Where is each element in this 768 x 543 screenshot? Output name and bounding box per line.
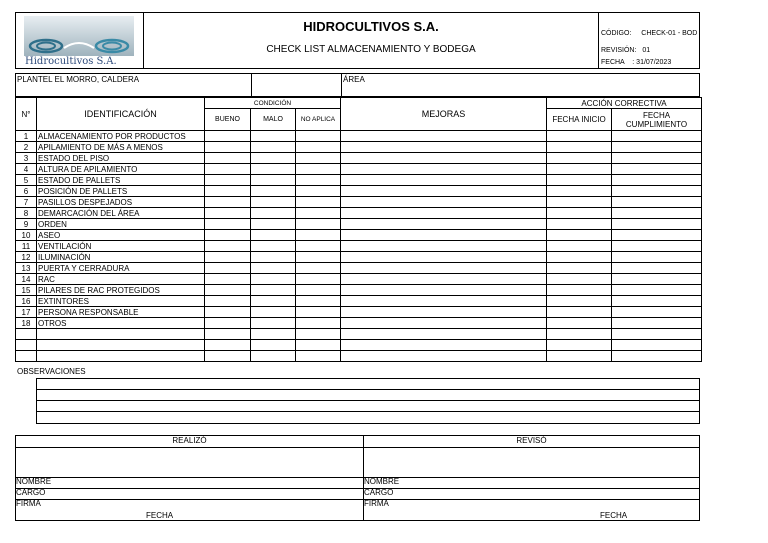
row-fecha-inicio[interactable] (547, 296, 612, 307)
row-fecha-inicio[interactable] (547, 329, 612, 340)
row-malo[interactable] (251, 186, 296, 197)
row-fecha-cumplimiento[interactable] (612, 296, 702, 307)
row-no-aplica[interactable] (296, 274, 341, 285)
row-bueno[interactable] (205, 175, 251, 186)
row-no-aplica[interactable] (296, 208, 341, 219)
row-bueno[interactable] (205, 219, 251, 230)
row-malo[interactable] (251, 296, 296, 307)
realizo-nombre-label: NOMBRE (16, 477, 52, 486)
row-malo[interactable] (251, 274, 296, 285)
row-identificacion: POSICIÓN DE PALLETS (37, 186, 205, 197)
row-number: 9 (16, 219, 37, 230)
row-fecha-cumplimiento[interactable] (612, 197, 702, 208)
row-no-aplica[interactable] (296, 351, 341, 362)
table-row (16, 241, 702, 252)
row-malo[interactable] (251, 351, 296, 362)
row-malo[interactable] (251, 175, 296, 186)
row-identificacion: ALMACENAMIENTO POR PRODUCTOS (37, 131, 205, 142)
row-identificacion: ESTADO DEL PISO (37, 153, 205, 164)
row-number: 2 (16, 142, 37, 153)
table-row (16, 230, 702, 241)
codigo-value: CHECK-01 - BOD (641, 30, 698, 37)
col-header-fecha-inicio: FECHA INICIO (547, 109, 612, 131)
row-number: 1 (16, 131, 37, 142)
row-number: 17 (16, 307, 37, 318)
row-fecha-inicio[interactable] (547, 175, 612, 186)
row-fecha-inicio[interactable] (547, 241, 612, 252)
row-mejoras[interactable] (341, 131, 547, 142)
row-fecha-cumplimiento[interactable] (612, 153, 702, 164)
row-mejoras[interactable] (341, 219, 547, 230)
row-bueno[interactable] (205, 208, 251, 219)
row-identificacion: OTROS (37, 318, 205, 329)
row-number (16, 329, 37, 340)
row-identificacion: ORDEN (37, 219, 205, 230)
row-malo[interactable] (251, 197, 296, 208)
row-identificacion: DEMARCACIÓN DEL ÁREA (37, 208, 205, 219)
row-no-aplica[interactable] (296, 329, 341, 340)
table-row (16, 186, 702, 197)
row-mejoras[interactable] (341, 340, 547, 351)
table-row (16, 296, 702, 307)
header-title-cell (143, 12, 599, 69)
col-header-no-aplica: NO APLICA (296, 109, 341, 131)
row-bueno[interactable] (205, 142, 251, 153)
row-number: 11 (16, 241, 37, 252)
table-row (16, 252, 702, 263)
row-malo[interactable] (251, 131, 296, 142)
row-fecha-inicio[interactable] (547, 142, 612, 153)
col-header-condicion: CONDICIÓN (205, 98, 341, 109)
row-bueno[interactable] (205, 164, 251, 175)
table-row (16, 208, 702, 219)
table-row (16, 197, 702, 208)
row-identificacion: PILARES DE RAC PROTEGIDOS (37, 285, 205, 296)
row-no-aplica[interactable] (296, 186, 341, 197)
row-fecha-cumplimiento[interactable] (612, 285, 702, 296)
row-no-aplica[interactable] (296, 285, 341, 296)
row-bueno[interactable] (205, 197, 251, 208)
row-bueno[interactable] (205, 329, 251, 340)
observaciones-label: OBSERVACIONES (17, 367, 86, 376)
row-fecha-inicio[interactable] (547, 274, 612, 285)
row-mejoras[interactable] (341, 241, 547, 252)
row-malo[interactable] (251, 164, 296, 175)
reviso-cargo-label: CARGO (364, 488, 394, 497)
row-bueno[interactable] (205, 340, 251, 351)
area-cell[interactable] (341, 73, 700, 97)
row-bueno[interactable] (205, 252, 251, 263)
revision-value: 01 (642, 47, 651, 54)
table-row (16, 329, 702, 340)
row-identificacion (37, 351, 205, 362)
row-fecha-cumplimiento[interactable] (612, 307, 702, 318)
row-fecha-cumplimiento[interactable] (612, 329, 702, 340)
row-fecha-inicio[interactable] (547, 285, 612, 296)
row-no-aplica[interactable] (296, 307, 341, 318)
row-no-aplica[interactable] (296, 241, 341, 252)
realizo-firma-label: FIRMA (16, 499, 41, 508)
row-fecha-cumplimiento[interactable] (612, 340, 702, 351)
row-malo[interactable] (251, 252, 296, 263)
row-mejoras[interactable] (341, 197, 547, 208)
row-malo[interactable] (251, 219, 296, 230)
row-bueno[interactable] (205, 274, 251, 285)
table-row (16, 175, 702, 186)
row-fecha-inicio[interactable] (547, 197, 612, 208)
table-row (16, 164, 702, 175)
row-fecha-inicio[interactable] (547, 131, 612, 142)
row-malo[interactable] (251, 241, 296, 252)
row-fecha-cumplimiento[interactable] (612, 252, 702, 263)
row-identificacion: APILAMIENTO DE MÁS A MENOS (37, 142, 205, 153)
header-meta-cell (598, 12, 700, 69)
row-mejoras[interactable] (341, 230, 547, 241)
row-identificacion: ASEO (37, 230, 205, 241)
row-number: 8 (16, 208, 37, 219)
fecha-row (601, 59, 671, 66)
row-malo[interactable] (251, 142, 296, 153)
row-mejoras[interactable] (341, 285, 547, 296)
row-number (16, 351, 37, 362)
row-fecha-cumplimiento[interactable] (612, 263, 702, 274)
row-mejoras[interactable] (341, 329, 547, 340)
codigo-row (601, 30, 697, 37)
reviso-firma-label: FIRMA (364, 499, 389, 508)
row-no-aplica[interactable] (296, 164, 341, 175)
row-fecha-inicio[interactable] (547, 318, 612, 329)
row-mejoras[interactable] (341, 186, 547, 197)
row-bueno[interactable] (205, 263, 251, 274)
fecha-cumpl-line1: FECHA (642, 110, 671, 120)
row-number: 13 (16, 263, 37, 274)
col-header-malo: MALO (251, 109, 296, 131)
row-number: 4 (16, 164, 37, 175)
row-fecha-inicio[interactable] (547, 230, 612, 241)
revision-row (601, 47, 650, 54)
row-no-aplica[interactable] (296, 318, 341, 329)
row-identificacion: ESTADO DE PALLETS (37, 175, 205, 186)
document-title: CHECK LIST ALMACENAMIENTO Y BODEGA (266, 44, 476, 55)
row-identificacion: ALTURA DE APILAMIENTO (37, 164, 205, 175)
checklist-table (15, 97, 702, 362)
codigo-label: CÓDIGO: (601, 30, 632, 37)
row-number: 18 (16, 318, 37, 329)
checklist-rows (16, 131, 702, 362)
logo-text: Hidrocultivos S.A. (25, 56, 117, 67)
hidrocultivos-logo (24, 16, 134, 56)
row-mejoras[interactable] (341, 274, 547, 285)
row-fecha-inicio[interactable] (547, 164, 612, 175)
row-number: 14 (16, 274, 37, 285)
header-logo-cell (15, 12, 144, 69)
row-no-aplica[interactable] (296, 252, 341, 263)
row-identificacion: EXTINTORES (37, 296, 205, 307)
fecha-label: FECHA (601, 59, 625, 66)
company-name: HIDROCULTIVOS S.A. (303, 19, 439, 34)
reviso-fecha-label: FECHA (600, 511, 628, 520)
row-no-aplica[interactable] (296, 142, 341, 153)
row-identificacion: VENTILACIÓN (37, 241, 205, 252)
table-row (16, 219, 702, 230)
row-fecha-inicio[interactable] (547, 340, 612, 351)
revision-label: REVISIÓN: (601, 47, 637, 54)
table-row (16, 351, 702, 362)
row-identificacion (37, 329, 205, 340)
observaciones-box[interactable] (36, 378, 700, 424)
col-header-identificacion: IDENTIFICACIÓN (37, 98, 205, 131)
row-fecha-cumplimiento[interactable] (612, 175, 702, 186)
reviso-title: REVISÓ (516, 436, 547, 445)
row-fecha-cumplimiento[interactable] (612, 131, 702, 142)
row-mejoras[interactable] (341, 318, 547, 329)
row-fecha-cumplimiento[interactable] (612, 208, 702, 219)
row-mejoras[interactable] (341, 296, 547, 307)
row-number (16, 340, 37, 351)
signature-reviso-block (363, 435, 700, 521)
row-identificacion: RAC (37, 274, 205, 285)
row-mejoras[interactable] (341, 307, 547, 318)
row-no-aplica[interactable] (296, 153, 341, 164)
col-header-mejoras: MEJORAS (341, 98, 547, 131)
row-fecha-inicio[interactable] (547, 186, 612, 197)
row-fecha-inicio[interactable] (547, 252, 612, 263)
plantel-cell (15, 73, 252, 97)
row-fecha-cumplimiento[interactable] (612, 318, 702, 329)
row-malo[interactable] (251, 208, 296, 219)
row-no-aplica[interactable] (296, 219, 341, 230)
col-header-fecha-cumplimiento (612, 109, 702, 131)
row-bueno[interactable] (205, 351, 251, 362)
row-fecha-cumplimiento[interactable] (612, 186, 702, 197)
row-malo[interactable] (251, 318, 296, 329)
row-bueno[interactable] (205, 296, 251, 307)
row-no-aplica[interactable] (296, 197, 341, 208)
realizo-cargo-label: CARGO (16, 488, 46, 497)
reviso-nombre-label: NOMBRE (364, 477, 400, 486)
col-header-bueno: BUENO (205, 109, 251, 131)
row-fecha-inicio[interactable] (547, 351, 612, 362)
row-bueno[interactable] (205, 318, 251, 329)
row-identificacion: PERSONA RESPONSABLE (37, 307, 205, 318)
row-malo[interactable] (251, 285, 296, 296)
row-number: 16 (16, 296, 37, 307)
table-row (16, 307, 702, 318)
row-bueno[interactable] (205, 307, 251, 318)
row-mejoras[interactable] (341, 164, 547, 175)
row-fecha-cumplimiento[interactable] (612, 164, 702, 175)
row-fecha-inicio[interactable] (547, 307, 612, 318)
row-no-aplica[interactable] (296, 131, 341, 142)
table-row (16, 318, 702, 329)
realizo-title: REALIZÓ (172, 436, 207, 445)
row-mejoras[interactable] (341, 263, 547, 274)
row-identificacion: PUERTA Y CERRADURA (37, 263, 205, 274)
row-number: 12 (16, 252, 37, 263)
row-malo[interactable] (251, 263, 296, 274)
row-mejoras[interactable] (341, 153, 547, 164)
row-fecha-inicio[interactable] (547, 153, 612, 164)
row-number: 10 (16, 230, 37, 241)
row-number: 7 (16, 197, 37, 208)
table-row (16, 340, 702, 351)
row-bueno[interactable] (205, 131, 251, 142)
row-fecha-cumplimiento[interactable] (612, 274, 702, 285)
row-fecha-inicio[interactable] (547, 219, 612, 230)
fecha-value: : 31/07/2023 (632, 59, 672, 66)
table-row (16, 153, 702, 164)
row-fecha-cumplimiento[interactable] (612, 351, 702, 362)
blank-info-cell[interactable] (251, 73, 342, 97)
row-fecha-cumplimiento[interactable] (612, 230, 702, 241)
row-mejoras[interactable] (341, 142, 547, 153)
table-row (16, 131, 702, 142)
row-fecha-inicio[interactable] (547, 208, 612, 219)
row-mejoras[interactable] (341, 351, 547, 362)
row-no-aplica[interactable] (296, 175, 341, 186)
row-no-aplica[interactable] (296, 263, 341, 274)
row-fecha-cumplimiento[interactable] (612, 142, 702, 153)
table-row (16, 285, 702, 296)
row-no-aplica[interactable] (296, 340, 341, 351)
row-identificacion: ILUMINACIÓN (37, 252, 205, 263)
row-malo[interactable] (251, 153, 296, 164)
row-number: 15 (16, 285, 37, 296)
row-no-aplica[interactable] (296, 230, 341, 241)
row-bueno[interactable] (205, 241, 251, 252)
row-bueno[interactable] (205, 285, 251, 296)
row-mejoras[interactable] (341, 175, 547, 186)
fecha-cumpl-line2: CUMPLIMIENTO (625, 119, 688, 129)
row-bueno[interactable] (205, 153, 251, 164)
table-row (16, 274, 702, 285)
row-malo[interactable] (251, 230, 296, 241)
row-mejoras[interactable] (341, 252, 547, 263)
realizo-fecha-label: FECHA (146, 511, 174, 520)
row-identificacion (37, 340, 205, 351)
row-number: 6 (16, 186, 37, 197)
table-row (16, 142, 702, 153)
row-malo[interactable] (251, 340, 296, 351)
row-mejoras[interactable] (341, 208, 547, 219)
row-no-aplica[interactable] (296, 296, 341, 307)
row-fecha-cumplimiento[interactable] (612, 241, 702, 252)
row-number: 3 (16, 153, 37, 164)
row-malo[interactable] (251, 329, 296, 340)
plantel-text: PLANTEL EL MORRO, CALDERA (17, 75, 140, 84)
row-malo[interactable] (251, 307, 296, 318)
row-fecha-cumplimiento[interactable] (612, 219, 702, 230)
row-identificacion: PASILLOS DESPEJADOS (37, 197, 205, 208)
row-fecha-inicio[interactable] (547, 263, 612, 274)
row-bueno[interactable] (205, 230, 251, 241)
table-row (16, 263, 702, 274)
signature-realizo-block (15, 435, 364, 521)
row-bueno[interactable] (205, 186, 251, 197)
col-header-num: N° (16, 98, 37, 131)
row-number: 5 (16, 175, 37, 186)
col-header-accion-correctiva: ACCIÓN CORRECTIVA (547, 98, 702, 109)
area-label: ÁREA (343, 75, 365, 84)
